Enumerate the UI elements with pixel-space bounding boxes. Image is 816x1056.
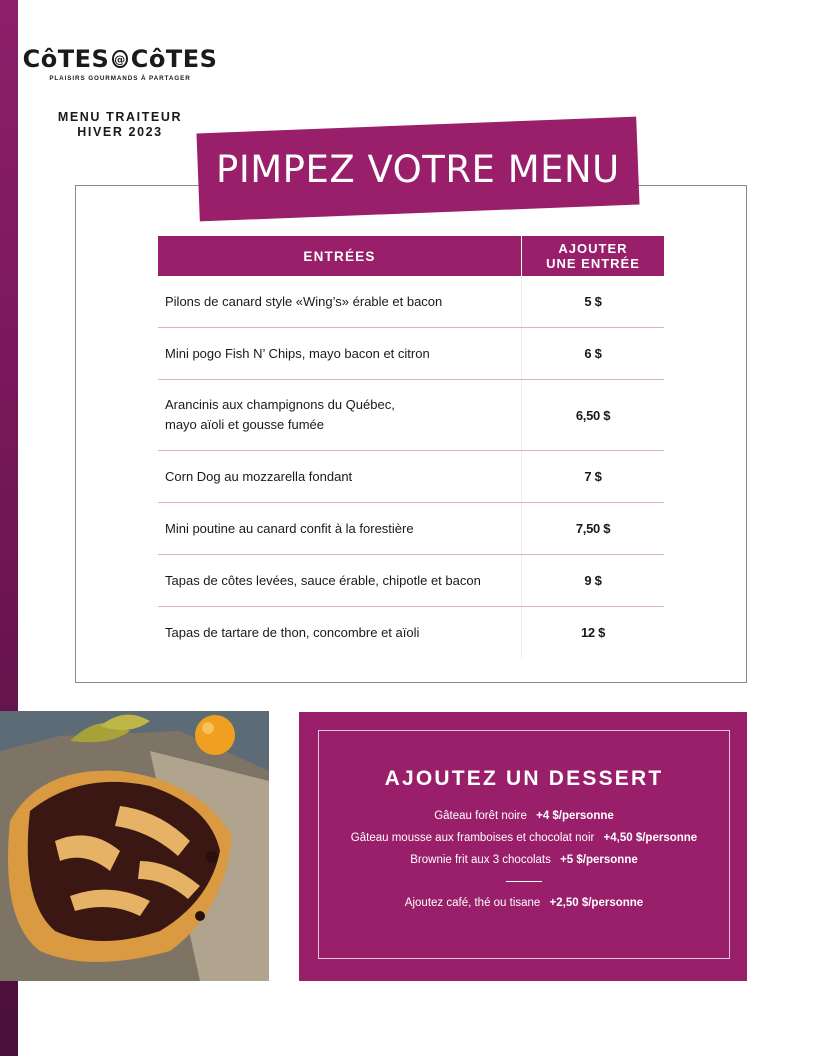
dessert-frame (318, 730, 730, 959)
entree-name: Mini pogo Fish N’ Chips, mayo bacon et citron (158, 328, 522, 379)
entree-price: 9 $ (584, 573, 602, 588)
logo-right-word: CôTES (130, 45, 218, 73)
entrees-table (158, 236, 664, 658)
dessert-item (319, 849, 729, 871)
dessert-list (319, 805, 729, 914)
menu-label-line2: HIVER 2023 (77, 125, 163, 139)
entree-price: 7,50 $ (575, 521, 611, 536)
entree-name: Tapas de tartare de thon, concombre et aïoli (158, 607, 522, 658)
entree-price: 6 $ (584, 346, 602, 361)
table-row (158, 328, 664, 380)
table-row (158, 380, 664, 451)
entree-name: Pilons de canard style «Wing’s» érable et bacon (158, 276, 522, 327)
table-header (158, 236, 664, 276)
header-entrees: ENTRÉES (158, 236, 522, 276)
dessert-panel (299, 712, 747, 981)
table-row (158, 451, 664, 503)
dessert-extra (319, 892, 729, 914)
entree-name (158, 380, 522, 450)
entree-name-line1: Arancinis aux champignons du Québec, (165, 397, 395, 412)
dessert-item-price: +4,50 $/personne (603, 832, 698, 844)
entree-price: 7 $ (584, 469, 602, 484)
header-add-entree (522, 236, 664, 276)
dessert-item (319, 827, 729, 849)
dessert-item-name: Brownie frit aux 3 chocolats (410, 854, 551, 866)
dessert-extra-price: +2,50 $/personne (549, 897, 644, 909)
header-add-line1: AJOUTER (558, 241, 628, 256)
menu-label (38, 110, 202, 140)
menu-label-line1: MENU TRAITEUR (57, 110, 183, 124)
entree-name: Mini poutine au canard confit à la forestière (158, 503, 522, 554)
logo-left-word: CôTES (22, 45, 110, 73)
entree-price: 6,50 $ (575, 407, 611, 423)
dessert-title: AJOUTEZ UN DESSERT (384, 767, 664, 790)
dessert-extra-name: Ajoutez café, thé ou tisane (404, 897, 541, 909)
table-row (158, 276, 664, 328)
dessert-photo (0, 711, 269, 981)
dessert-item-name: Gâteau forêt noire (434, 810, 527, 822)
brand-logo (22, 44, 218, 82)
header-add-line2: UNE ENTRÉE (546, 256, 640, 271)
banner-title: PIMPEZ VOTRE MENU (216, 147, 620, 191)
table-row (158, 503, 664, 555)
dessert-item (319, 805, 729, 827)
entree-name: Tapas de côtes levées, sauce érable, chipotle et bacon (158, 555, 522, 606)
entree-price: 12 $ (580, 625, 606, 640)
dessert-divider (506, 881, 542, 882)
logo-tagline: PLAISIRS GOURMANDS À PARTAGER (49, 75, 191, 82)
entree-price: 5 $ (584, 294, 602, 309)
table-row (158, 555, 664, 607)
logo-at-symbol: @ (112, 50, 128, 68)
dessert-item-price: +4 $/personne (536, 810, 614, 822)
entree-name-line2: mayo aïoli et gousse fumée (165, 417, 324, 432)
dessert-item-price: +5 $/personne (560, 854, 638, 866)
entree-name: Corn Dog au mozzarella fondant (158, 451, 522, 502)
dessert-item-name: Gâteau mousse aux framboises et chocolat noir (350, 832, 595, 844)
table-row (158, 607, 664, 658)
title-banner (196, 117, 639, 222)
